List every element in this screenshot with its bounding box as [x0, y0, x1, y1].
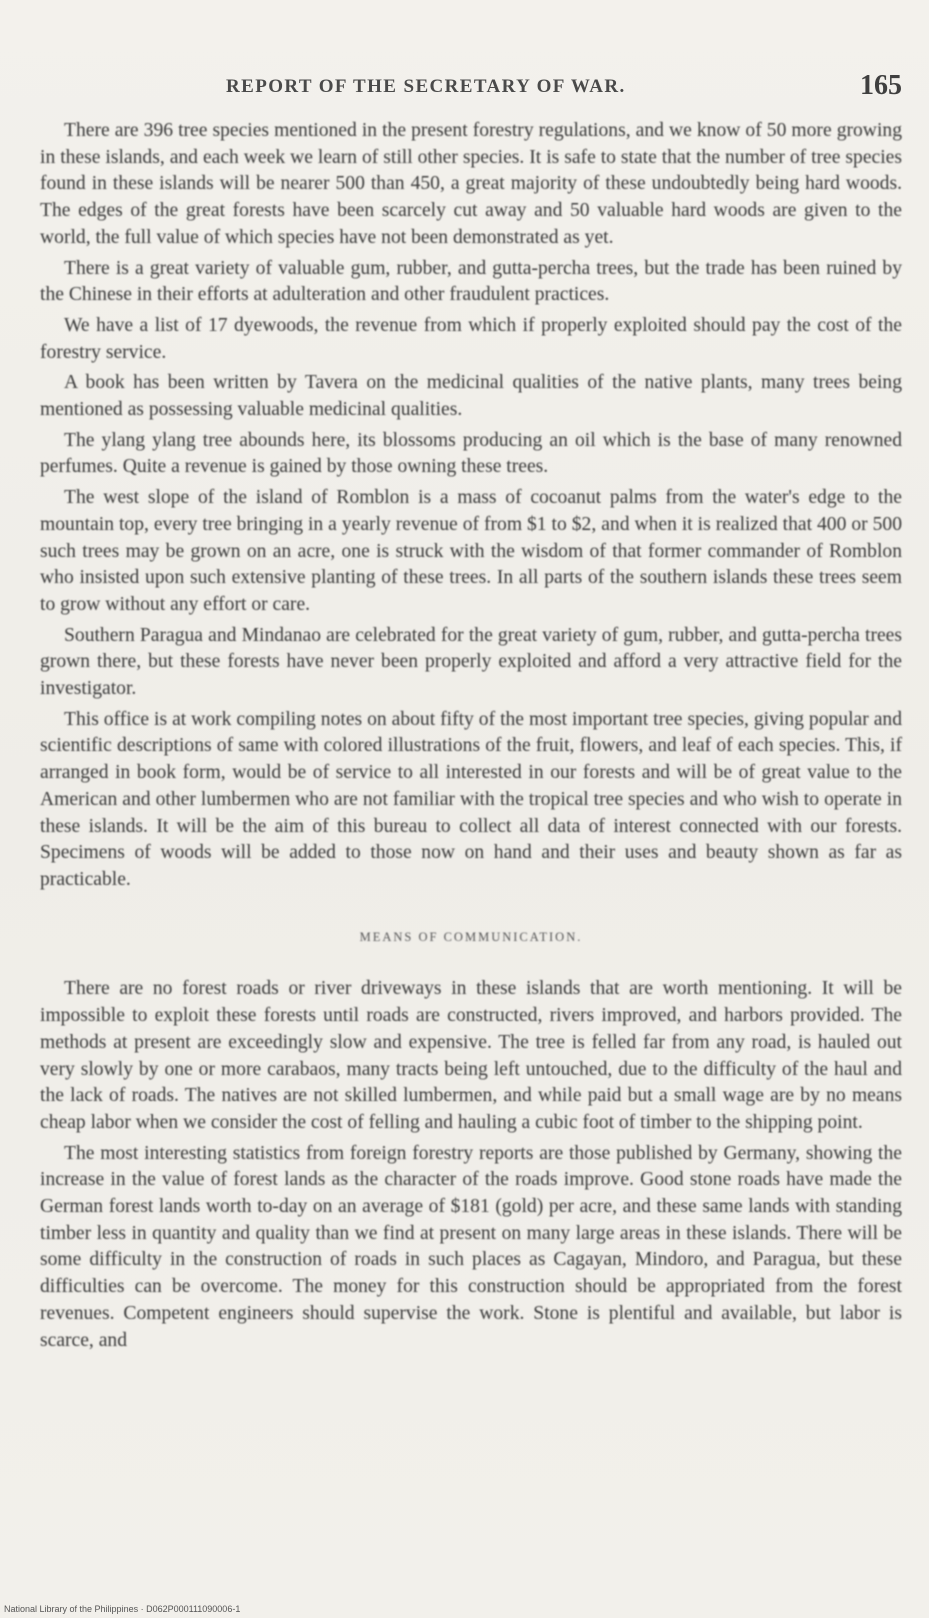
- page-number: 165: [860, 70, 902, 101]
- scan-footer: National Library of the Philippines · D062P000111090006-1: [4, 1604, 241, 1614]
- paragraph: Southern Paragua and Mindanao are celebrated for the great variety of gum, rubber, and gutta-percha trees grown there, but these forests have never been properly exploited and afford a very attractive field for the investigator.: [40, 624, 902, 700]
- paragraph: There are no forest roads or river driveways in these islands that are worth mentioning. It will be impossible to exploit these forests until roads are constructed, rivers improved, and harbors provided. The methods at present are exceedingly slow and expensive. The tree is felled far from any road, is hauled out very slowly by one or more carabaos, many tracts being left untouched, due to the difficulty of the haul and the lack of roads. The natives are not skilled lumbermen, and while paid but a small wage are by no means cheap labor when we consider the cost of felling and hauling a cubic foot of timber to the shipping point.: [40, 978, 902, 1133]
- page-header: [40, 70, 902, 110]
- paragraph: There are 396 tree species mentioned in the present forestry regulations, and we know of 50 more growing in these islands, and each week we learn of still other species. It is safe to state that the number of tree species found in these islands will be nearer 500 than 450, a great majority of these undoubtedly being hard woods. The edges of the great forests have been scarcely cut away and 50 valuable hard woods are given to the world, the full value of which species have not been demonstrated as yet.: [40, 120, 902, 248]
- paragraph: There is a great variety of valuable gum, rubber, and gutta-percha trees, but the trade has been ruined by the Chinese in their efforts at adulteration and other fraudulent practices.: [40, 257, 902, 306]
- paragraph: The ylang ylang tree abounds here, its blossoms producing an oil which is the base of many renowned perfumes. Quite a revenue is gained by those owning these trees.: [40, 429, 902, 478]
- page-body: [40, 118, 902, 1358]
- paragraph: The most interesting statistics from foreign forestry reports are those published by Germany, showing the increase in the value of forest lands as the character of the roads improve. Good stone roads have made the German forest lands worth to-day on an average of $181 (gold) per acre, and these same lands with standing timber less in quantity and quality than we find at present on many large areas in these islands. There will be some difficulty in the construction of roads in such places as Cagayan, Mindoro, and Paragua, but these difficulties can be overcome. The money for this construction should be appropriated from the forest revenues. Competent engineers should supervise the work. Stone is plentiful and available, but labor is scarce, and: [40, 1142, 902, 1351]
- paragraph: The west slope of the island of Romblon is a mass of cocoanut palms from the water's edge to the mountain top, every tree bringing in a yearly revenue of from $1 to $2, and when it is realized that 400 or 500 such trees may be grown on an acre, one is struck with the wisdom of that former commander of Romblon who insisted upon such extensive planting of these trees. In all parts of the southern islands these trees seem to grow without any effort or care.: [40, 487, 902, 615]
- section-heading: MEANS OF COMMUNICATION.: [359, 929, 583, 944]
- paragraph: This office is at work compiling notes on about fifty of the most important tree species, giving popular and scientific descriptions of same with colored illustrations of the fruit, flowers, and leaf of each species. This, if arranged in book form, would be of service to all interested in our forests and will be of great value to the American and other lumbermen who are not familiar with the tropical tree species and who wish to operate in these islands. It will be the aim of this bureau to collect all data of interest connected with our forests. Specimens of woods will be added to those now on hand and their uses and beauty shown as far as practicable.: [40, 708, 902, 890]
- running-head: REPORT OF THE SECRETARY OF WAR.: [226, 76, 626, 97]
- paragraph: A book has been written by Tavera on the medicinal qualities of the native plants, many trees being mentioned as possessing valuable medicinal qualities.: [40, 372, 902, 421]
- paragraph: We have a list of 17 dyewoods, the revenue from which if properly exploited should pay the cost of the forestry service.: [40, 314, 902, 363]
